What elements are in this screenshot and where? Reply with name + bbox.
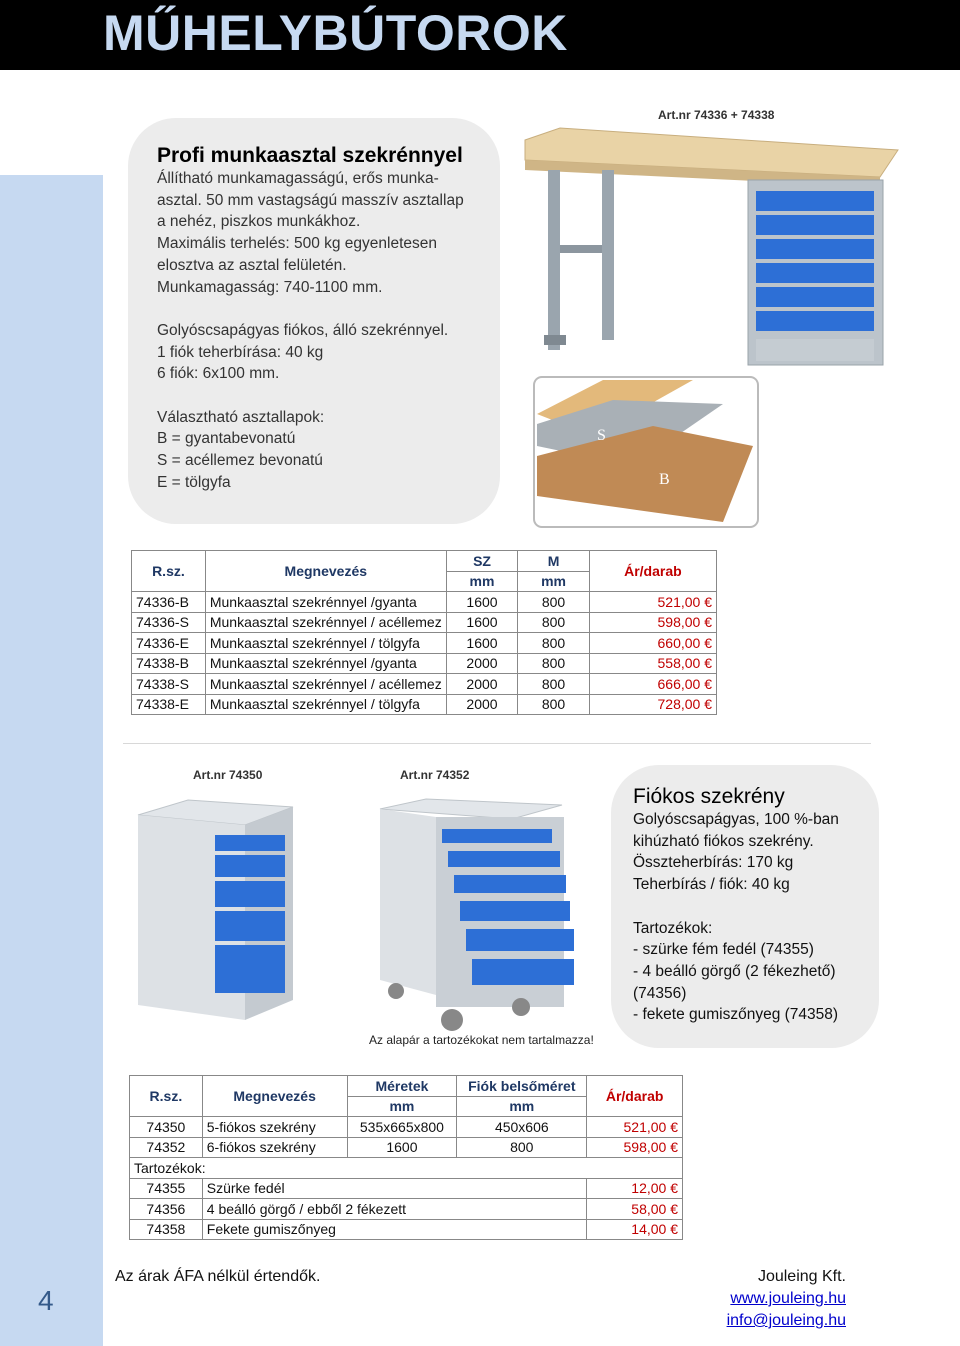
cell-code: 74338-S: [132, 674, 206, 695]
description-line: 1 fiók teherbírása: 40 kg: [157, 343, 324, 361]
cell-price: 558,00 €: [589, 653, 716, 674]
cabinet-5-drawer-image: [133, 795, 298, 1025]
description-line: Maximális terhelés: 500 kg egyenletesen: [157, 235, 438, 253]
accessory-row: [130, 1199, 683, 1220]
cell-price: 660,00 €: [589, 633, 716, 654]
email-link[interactable]: info@jouleing.hu: [726, 1312, 846, 1329]
cell-name: Munkaasztal szekrénnyel / acéllemez: [205, 612, 446, 633]
cell-code: 74356: [130, 1199, 203, 1220]
cell-code: 74352: [130, 1137, 203, 1158]
cell-price: 14,00 €: [587, 1219, 683, 1240]
col2-unit-fiok: mm: [457, 1096, 587, 1117]
cell-sz: 2000: [446, 674, 518, 695]
cell-price: 521,00 €: [589, 592, 716, 613]
cell-code: 74336-B: [132, 592, 206, 613]
description-line: Tartozékok:: [633, 919, 713, 937]
cell-code: 74355: [130, 1178, 203, 1199]
col-unit-m: mm: [518, 571, 589, 592]
description-line: kihúzható fiókos szekrény.: [633, 832, 814, 850]
col2-header-meretek: Méretek: [347, 1076, 457, 1097]
description-line: - 4 beálló görgő (2 fékezhető): [633, 962, 836, 980]
table-row: [132, 612, 717, 633]
cell-name: Szürke fedél: [202, 1178, 586, 1199]
description-line: - fekete gumiszőnyeg (74358): [633, 1006, 839, 1024]
col-unit-sz: mm: [446, 571, 518, 592]
description-line: S = acéllemez bevonatú: [157, 452, 323, 470]
accessory-row: [130, 1219, 683, 1240]
col2-header-fiok: Fiók belsőméret: [457, 1076, 587, 1097]
workbench-info-box: [128, 118, 500, 524]
table-row: [132, 633, 717, 654]
cell-m: 800: [518, 653, 589, 674]
cell-sz: 2000: [446, 694, 518, 715]
description-line: Állítható munkamagasságú, erős munka-: [157, 170, 439, 187]
cell-name: 5-fiókos szekrény: [202, 1117, 347, 1138]
col-header-m: M: [518, 551, 589, 572]
accessory-row: [130, 1178, 683, 1199]
section-divider: [123, 743, 871, 744]
cell-sz: 1600: [446, 592, 518, 613]
cell-price: 12,00 €: [587, 1178, 683, 1199]
tabletop-label-s: S: [597, 427, 606, 444]
cell-price: 598,00 €: [589, 612, 716, 633]
description-line: B = gyantabevonatú: [157, 430, 296, 448]
description-line: 6 fiók: 6x100 mm.: [157, 365, 280, 383]
workbench-image: [520, 125, 900, 370]
cell-meretek: 535x665x800: [347, 1117, 457, 1138]
cabinet-5-art-label: Art.nr 74350: [193, 768, 263, 782]
cell-price: 58,00 €: [587, 1199, 683, 1220]
description-line: - szürke fém fedél (74355): [633, 941, 814, 959]
col-header-price: Ár/darab: [589, 551, 716, 592]
description-line: Munkamagasság: 740-1100 mm.: [157, 278, 383, 296]
cell-code: 74336-S: [132, 612, 206, 633]
cell-m: 800: [518, 592, 589, 613]
table-row: [132, 592, 717, 613]
cell-m: 800: [518, 633, 589, 654]
cell-m: 800: [518, 694, 589, 715]
accessories-label-row: [130, 1158, 683, 1179]
tabletop-samples-image: [533, 376, 759, 528]
cabinet-6-art-label: Art.nr 74352: [400, 768, 470, 782]
cell-name: 4 beálló görgő / ebből 2 fékezett: [202, 1199, 586, 1220]
cell-m: 800: [518, 674, 589, 695]
cell-code: 74336-E: [132, 633, 206, 654]
description-line: (74356): [633, 984, 687, 1002]
workbench-price-table: [131, 550, 717, 715]
page-title: MŰHELYBÚTOROK: [103, 5, 568, 61]
cell-code: 74338-B: [132, 653, 206, 674]
description-line: Teherbírás / fiók: 40 kg: [633, 876, 790, 894]
cell-name: Munkaasztal szekrénnyel / tölgyfa: [205, 633, 446, 654]
cell-name: Munkaasztal szekrénnyel / acéllemez: [205, 674, 446, 695]
table-row: [132, 653, 717, 674]
description-line: E = tölgyfa: [157, 473, 231, 491]
col2-header-price: Ár/darab: [587, 1076, 683, 1117]
table-row: [130, 1117, 683, 1138]
workbench-title: Profi munkaasztal szekrénnyel: [157, 144, 463, 167]
page-number: 4: [38, 1285, 54, 1316]
description-line: Golyóscsapágyas, 100 %-ban: [633, 811, 839, 828]
accessories-label: Tartozékok:: [130, 1158, 683, 1179]
cell-code: 74338-E: [132, 694, 206, 715]
cabinet-price-table: [129, 1075, 683, 1240]
description-line: asztal. 50 mm vastagságú masszív asztallap: [157, 191, 464, 209]
description-line: elosztva az asztal felületén.: [157, 256, 347, 274]
cell-name: Munkaasztal szekrénnyel / tölgyfa: [205, 694, 446, 715]
table-row: [132, 694, 717, 715]
cell-fiok: 450x606: [457, 1117, 587, 1138]
cell-name: Munkaasztal szekrénnyel /gyanta: [205, 653, 446, 674]
cell-m: 800: [518, 612, 589, 633]
col2-unit-meretek: mm: [347, 1096, 457, 1117]
cabinet-6-drawer-image: [376, 795, 576, 1035]
side-strip: [0, 175, 103, 1346]
cell-code: 74358: [130, 1219, 203, 1240]
col-header-rsz: R.sz.: [132, 551, 206, 592]
cell-sz: 1600: [446, 633, 518, 654]
cell-price: 666,00 €: [589, 674, 716, 695]
description-line: a nehéz, piszkos munkákhoz.: [157, 213, 361, 231]
cabinet-title: Fiókos szekrény: [633, 785, 785, 808]
workbench-art-label: Art.nr 74336 + 74338: [658, 108, 775, 122]
cell-meretek: 1600: [347, 1137, 457, 1158]
cell-name: Munkaasztal szekrénnyel /gyanta: [205, 592, 446, 613]
description-line: Golyóscsapágyas fiókos, álló szekrénnyel.: [157, 321, 449, 339]
col-header-name: Megnevezés: [205, 551, 446, 592]
tabletop-label-e: E: [551, 389, 561, 406]
cabinet-info-box: [611, 765, 879, 1048]
table-row: [132, 674, 717, 695]
tabletop-label-b: B: [659, 471, 670, 488]
cell-fiok: 800: [457, 1137, 587, 1158]
col2-header-name: Megnevezés: [202, 1076, 347, 1117]
vat-note: Az árak ÁFA nélkül értendők.: [115, 1268, 321, 1285]
description-line: Összteherbírás: 170 kg: [633, 854, 794, 872]
website-link[interactable]: www.jouleing.hu: [730, 1290, 846, 1307]
cell-price: 521,00 €: [587, 1117, 683, 1138]
cell-sz: 2000: [446, 653, 518, 674]
description-line: Választható asztallapok:: [157, 408, 325, 426]
cell-price: 598,00 €: [587, 1137, 683, 1158]
col-header-sz: SZ: [446, 551, 518, 572]
col2-header-rsz: R.sz.: [130, 1076, 203, 1117]
cell-price: 728,00 €: [589, 694, 716, 715]
base-price-note: Az alapár a tartozékokat nem tartalmazza!: [369, 1033, 594, 1047]
cell-code: 74350: [130, 1117, 203, 1138]
cell-name: 6-fiókos szekrény: [202, 1137, 347, 1158]
cell-name: Fekete gumiszőnyeg: [202, 1219, 586, 1240]
cell-sz: 1600: [446, 612, 518, 633]
company-name: Jouleing Kft.: [757, 1268, 846, 1285]
table-row: [130, 1137, 683, 1158]
